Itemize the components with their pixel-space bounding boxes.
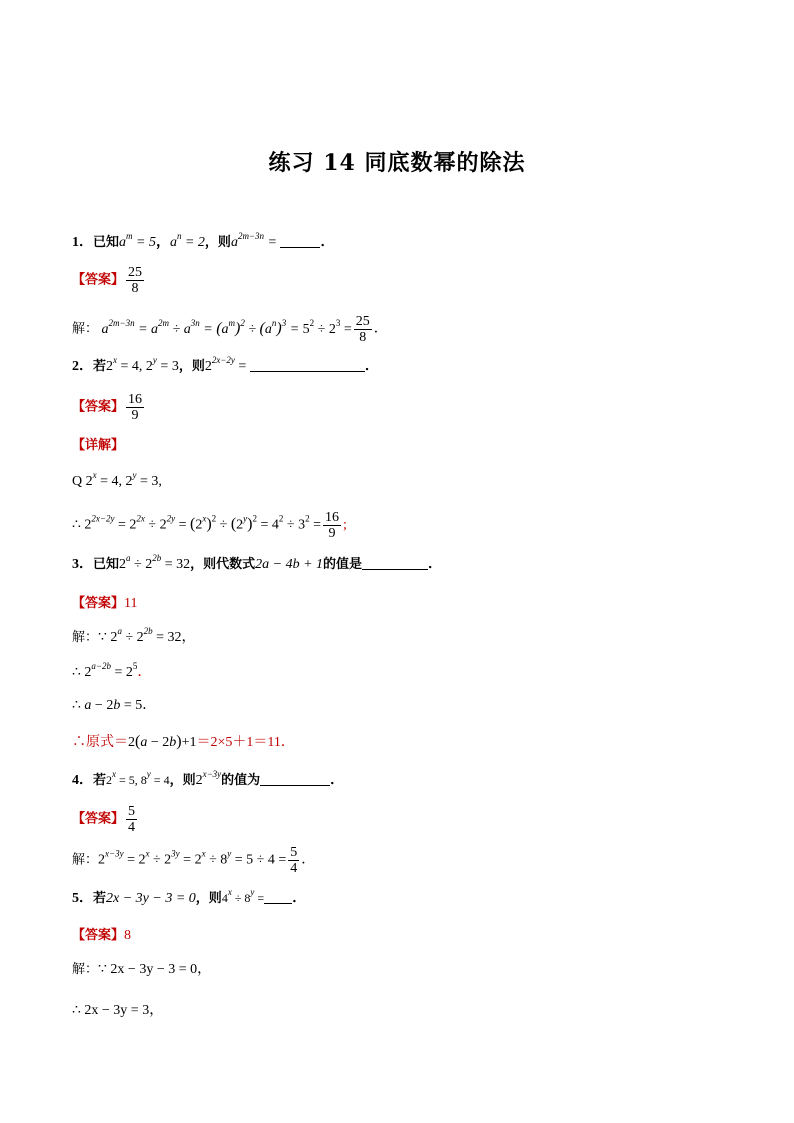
q1-solution: 解： $a^{2m-3n} = a^{2m} \div a^{3n} = (a^m)^2 \div (a^n)^3 = 5^2 \div 2^3$ = $\frac{25}{8}$ ． (72, 314, 388, 345)
q5-step-1: 解：∵ 2x − 3y − 3 = 0， (72, 962, 212, 977)
question-3: 3．已知$2^a \div 2^{2b} = 32$，则代数式2a − 4b + 1的值是 ． (72, 553, 443, 572)
q3-cond: $2^a \div 2^{2b} = 32$ (119, 553, 191, 572)
question-5: 5．若2x − 3y − 3 = 0，则$4^x \div 8^y$ = ． (72, 887, 307, 906)
q2-result-fraction: $\frac{16}{9}$ (324, 510, 339, 541)
q5-expr: $4^x \div 8^y$ = (221, 887, 265, 905)
question-2: 2．若$2^x = 4$, $2^y = 3$，则$2^{2x-2y}$ = ． (72, 355, 379, 374)
q2-expr: $2^{2x-2y}$ = (204, 355, 250, 374)
q2-step-2: ∴ $2^{2x-2y} = 2^{2x} \div 2^{2y} = (2^x)^2 \div (2^y)^2 = 4^2 \div 3^2$ = $\frac{16}{9}$ ; (72, 510, 347, 541)
q4-expr: $2^{x-3y}$ (195, 769, 222, 788)
q3-step-4: ∴原式＝2(a − 2b)+1＝2×5＋1＝11． (72, 733, 295, 750)
q4-solution: 解：$2^{x-3y} = 2^x \div 2^{3y} = 2^x \div 8^y = 5 \div 4$ = $\frac{5}{4}$ ． (72, 845, 316, 876)
q2-step-1: Q $2^x = 4$, $2^y = 3$, (72, 470, 162, 489)
q2-answer: 【答案】 $\frac{16}{9}$ (72, 392, 143, 423)
q3-step-1: 解：∵ $2^a \div 2^{2b} = 32$， (72, 626, 196, 645)
q2-cond: $2^x = 4$, $2^y = 3$ (106, 355, 179, 374)
q3-step-3: ∴ a − 2b = 5． (72, 698, 157, 713)
question-1: 1．已知$a^m = 5$，$a^n = 2$，则$a^{2m-3n}$ = ． (72, 231, 335, 250)
q1-cond2: $a^n = 2$ (169, 231, 205, 250)
answer-blank (260, 771, 330, 786)
q5-answer: 【答案】8 (72, 927, 132, 943)
q1-expr: $a^{2m-3n}$ = (230, 231, 281, 250)
q4-result-fraction: $\frac{5}{4}$ (290, 845, 298, 876)
page-title: 练习 14 同底数幂的除法 (268, 150, 526, 176)
q4-answer: 【答案】 $\frac{5}{4}$ (72, 804, 136, 835)
q2-detail-label: 【详解】 (72, 437, 125, 452)
q4-answer-fraction: $\frac{5}{4}$ (128, 804, 136, 835)
answer-blank (264, 889, 292, 904)
question-4: 4．若$2^x = 5$, $8^y = 4$，则$2^{x-3y}$的值为 ． (72, 769, 345, 788)
answer-blank (250, 357, 365, 372)
q5-step-2: ∴ 2x − 3y = 3， (72, 1003, 164, 1018)
answer-blank (280, 233, 320, 248)
q3-answer: 【答案】11 (72, 595, 138, 611)
q2-answer-fraction: $\frac{16}{9}$ (128, 392, 143, 423)
q1-cond1: $a^m = 5$ (119, 231, 156, 250)
q4-cond: $2^x = 5$, $8^y = 4$ (106, 769, 170, 787)
answer-blank (362, 555, 428, 570)
q1-answer: 【答案】 $\frac{25}{8}$ (72, 265, 143, 296)
q1-result-fraction: $\frac{25}{8}$ (355, 314, 370, 345)
q1-answer-fraction: $\frac{25}{8}$ (128, 265, 143, 296)
q3-step-2: ∴ $2^{a-2b} = 2^5$． (72, 661, 152, 680)
